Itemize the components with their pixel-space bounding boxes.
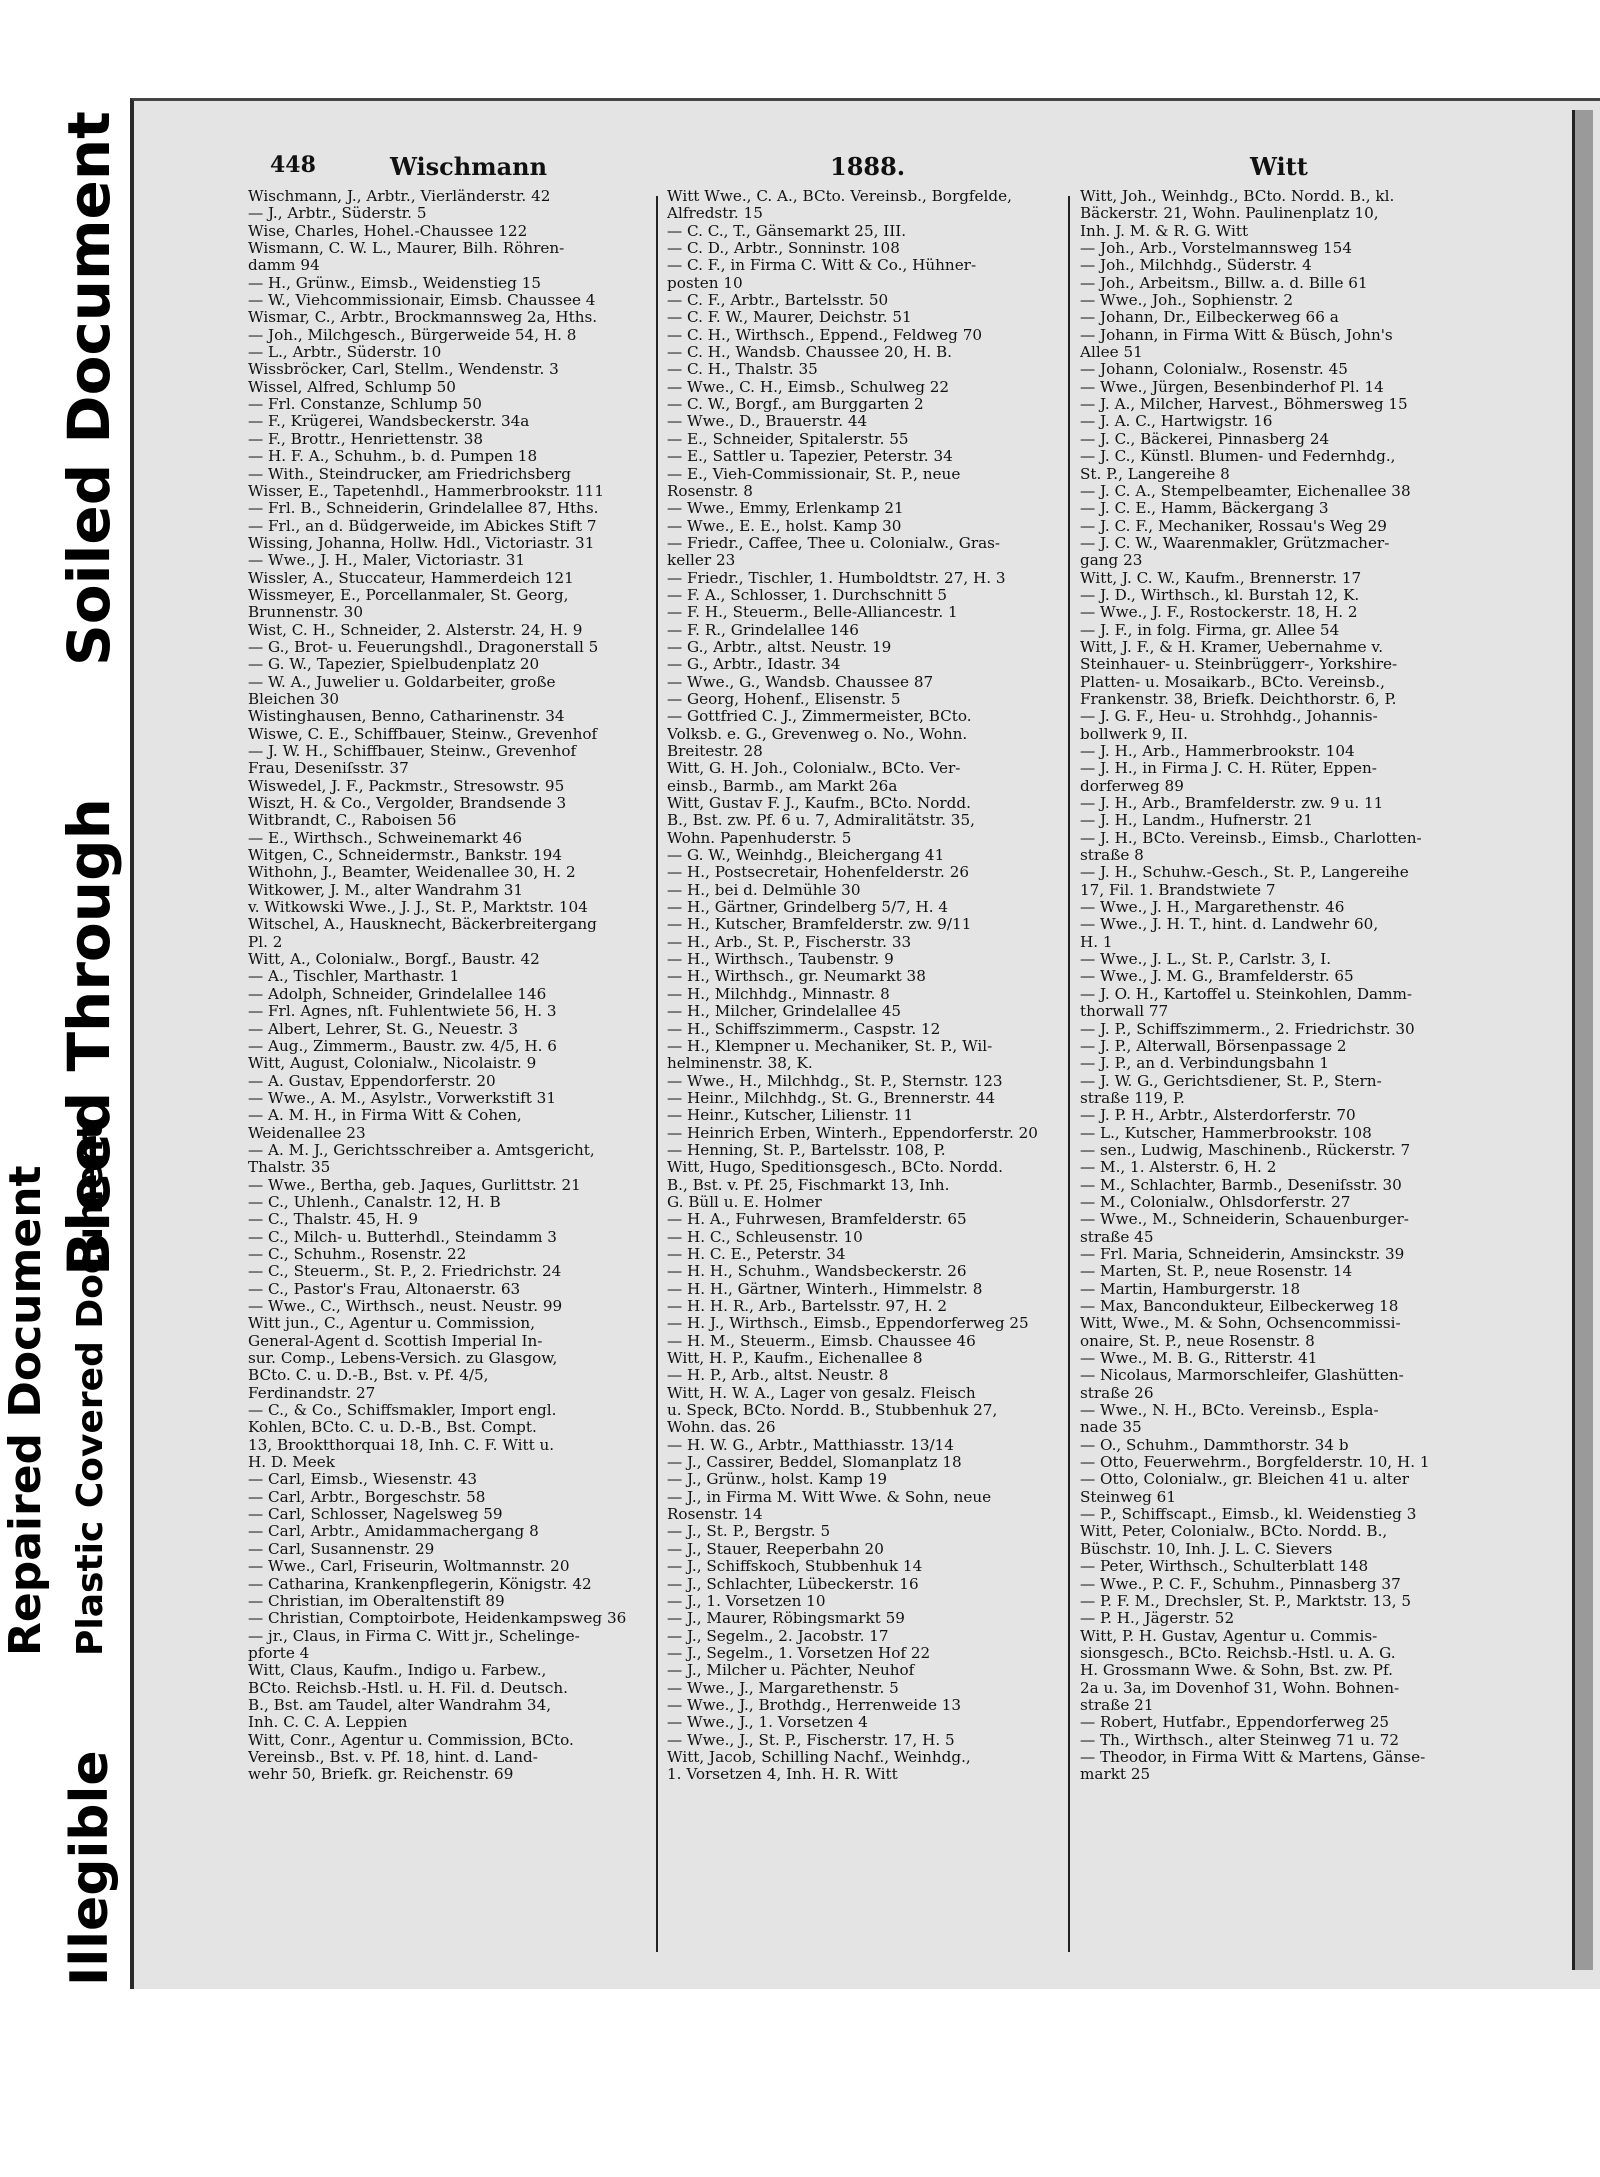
directory-entry-line: — Friedr., Caffee, Thee u. Colonialw., Gras- xyxy=(667,533,1001,552)
directory-entry-line: Bleichen 30 xyxy=(248,689,340,708)
directory-entry-line: — Adolph, Schneider, Grindelallee 146 xyxy=(248,984,547,1003)
directory-entry-line: — P., Schiffscapt., Eimsb., kl. Weidenstieg 3 xyxy=(1080,1505,1417,1524)
directory-entry-line: — H., Arb., St. P., Fischerstr. 33 xyxy=(667,932,912,951)
directory-entry-line: Büschstr. 10, Inh. J. L. C. Sievers xyxy=(1080,1539,1333,1558)
directory-entry-line: — J., St. P., Bergstr. 5 xyxy=(667,1522,831,1541)
directory-entry-line: — J. H., in Firma J. C. H. Rüter, Eppen- xyxy=(1080,759,1377,778)
directory-entry-line: — Albert, Lehrer, St. G., Neuestr. 3 xyxy=(248,1019,519,1038)
directory-entry-line: — Carl, Eimsb., Wiesenstr. 43 xyxy=(248,1470,478,1489)
directory-entry-line: — L., Kutscher, Hammerbrookstr. 108 xyxy=(1080,1123,1372,1142)
directory-entry-line: — Wwe., J., 1. Vorsetzen 4 xyxy=(667,1713,868,1732)
directory-entry-line: B., Bst. v. Pf. 25, Fischmarkt 13, Inh. xyxy=(667,1175,950,1194)
directory-entry-line: — Heinrich Erben, Winterh., Eppendorferstr. 20 xyxy=(667,1123,1038,1142)
directory-entry-line: Wissel, Alfred, Schlump 50 xyxy=(248,377,456,396)
directory-entry-line: Witt, Claus, Kaufm., Indigo u. Farbew., xyxy=(248,1661,547,1680)
directory-entry-line: — J., Stauer, Reeperbahn 20 xyxy=(667,1539,884,1558)
directory-entry-line: Pl. 2 xyxy=(248,932,283,951)
directory-entry-line: — Wwe., J., Brothdg., Herrenweide 13 xyxy=(667,1695,962,1714)
directory-entry-line: 13, Brooktthorquai 18, Inh. C. F. Witt u. xyxy=(248,1435,555,1454)
directory-entry-line: — Nicolaus, Marmorschleifer, Glashütten- xyxy=(1080,1366,1404,1385)
directory-entry-line: — Carl, Arbtr., Amidammachergang 8 xyxy=(248,1522,539,1541)
directory-entry-line: — M., Schlachter, Barmb., Deseniſsstr. 30 xyxy=(1080,1175,1402,1194)
directory-entry-line: keller 23 xyxy=(667,551,736,570)
directory-entry-line: BCto. Reichsb.-Hstl. u. H. Fil. d. Deutsch. xyxy=(248,1678,568,1697)
directory-entry-line: thorwall 77 xyxy=(1080,1002,1169,1021)
directory-entry-line: Inh. C. C. A. Leppien xyxy=(248,1713,408,1732)
directory-entry-line: B., Bst. am Taudel, alter Wandrahm 34, xyxy=(248,1695,552,1714)
directory-entry-line: — F., Krügerei, Wandsbeckerstr. 34a xyxy=(248,412,530,431)
directory-entry-line: Witgen, C., Schneidermstr., Bankstr. 194 xyxy=(248,846,563,865)
directory-entry-line: H. D. Meek xyxy=(248,1453,335,1472)
directory-entry-line: Wiszt, H. & Co., Vergolder, Brandsende 3 xyxy=(248,794,567,813)
directory-entry-line: — Aug., Zimmerm., Baustr. zw. 4/5, H. 6 xyxy=(248,1036,557,1055)
directory-entry-line: — Joh., Milchhdg., Süderstr. 4 xyxy=(1080,256,1312,275)
directory-column-3 xyxy=(1080,188,1478,1784)
directory-entry-line: — Wwe., P. C. F., Schuhm., Pinnasberg 37 xyxy=(1080,1574,1401,1593)
directory-entry-line: — H., Postsecretair, Hohenfelderstr. 26 xyxy=(667,863,970,882)
directory-entry-line: — Wwe., G., Wandsb. Chaussee 87 xyxy=(667,672,934,691)
directory-entry-line: — M., Colonialw., Ohlsdorferstr. 27 xyxy=(1080,1192,1351,1211)
directory-entry-line: Withohn, J., Beamter, Weidenallee 30, H. 2 xyxy=(248,863,576,882)
column-rule xyxy=(656,196,658,1952)
directory-entry-line: Wissmeyer, E., Porcellanmaler, St. Georg, xyxy=(248,585,569,604)
directory-entry-line: — J., Milcher u. Pächter, Neuhof xyxy=(667,1661,915,1680)
stamp-plastic-covered-document: Plastic Covered Document xyxy=(70,1122,111,1656)
directory-entry-line: — Max, Bancondukteur, Eilbeckerweg 18 xyxy=(1080,1297,1399,1315)
directory-entry-line: — Wwe., M. B. G., Ritterstr. 41 xyxy=(1080,1349,1318,1368)
directory-entry-line: — H., Schiffszimmerm., Caspstr. 12 xyxy=(667,1019,941,1038)
directory-entry-line: Witt, Jacob, Schilling Nachf., Weinhdg., xyxy=(667,1747,971,1766)
directory-entry-line: — Wwe., C., Wirthsch., neust. Neustr. 99 xyxy=(248,1297,563,1315)
directory-entry-line: Witt, J. F., & H. Kramer, Uebernahme v. xyxy=(1080,637,1384,656)
directory-entry-line: — Frl. Constanze, Schlump 50 xyxy=(248,395,482,414)
directory-entry-line: — Wwe., Bertha, geb. Jaques, Gurlittstr. 21 xyxy=(248,1175,581,1194)
directory-entry-line: Wist, C. H., Schneider, 2. Alsterstr. 24, H. 9 xyxy=(248,620,583,639)
directory-entry-line: Witkower, J. M., alter Wandrahm 31 xyxy=(248,880,524,899)
directory-entry-line: Witt, Conr., Agentur u. Commission, BCto. xyxy=(248,1730,574,1749)
directory-entry-line: — Wwe., D., Brauerstr. 44 xyxy=(667,412,868,431)
directory-entry-line: G. Büll u. E. Holmer xyxy=(667,1192,822,1211)
directory-entry-line: Vereinsb., Bst. v. Pf. 18, hint. d. Land- xyxy=(248,1747,538,1766)
directory-entry-line: — C., Thalstr. 45, H. 9 xyxy=(248,1210,419,1229)
directory-entry-line: Breitestr. 28 xyxy=(667,742,763,760)
directory-entry-line: Wohn. Papenhuderstr. 5 xyxy=(667,828,852,847)
directory-entry-line: — Friedr., Tischler, 1. Humboldtstr. 27, H. 3 xyxy=(667,568,1006,587)
directory-entry-line: Witt, P. H. Gustav, Agentur u. Commis- xyxy=(1080,1626,1378,1645)
directory-entry-line: straße 21 xyxy=(1080,1695,1154,1714)
directory-entry-line: — A. Gustav, Eppendorferstr. 20 xyxy=(248,1071,496,1090)
directory-entry-line: 2a u. 3a, im Dovenhof 31, Wohn. Bohnen- xyxy=(1080,1678,1400,1697)
directory-entry-line: Wisser, E., Tapetenhdl., Hammerbrookstr. 111 xyxy=(248,481,604,500)
directory-entry-line: — Wwe., J., St. P., Fischerstr. 17, H. 5 xyxy=(667,1730,955,1749)
directory-entry-line: B., Bst. zw. Pf. 6 u. 7, Admiralitätstr. 35, xyxy=(667,811,975,830)
directory-entry-line: Bäckerstr. 21, Wohn. Paulinenplatz 10, xyxy=(1080,204,1379,223)
directory-entry-line: Wissbröcker, Carl, Stellm., Wendenstr. 3 xyxy=(248,360,559,379)
directory-entry-line: Inh. J. M. & R. G. Witt xyxy=(1080,221,1249,240)
directory-entry-line: — C., Pastor's Frau, Altonaerstr. 63 xyxy=(248,1279,521,1298)
directory-entry-line: Platten- u. Mosaikarb., BCto. Vereinsb., xyxy=(1080,672,1385,691)
directory-entry-line: Wismar, C., Arbtr., Brockmannsweg 2a, Hths. xyxy=(248,308,598,327)
directory-entry-line: — Johann, Dr., Eilbeckerweg 66 a xyxy=(1080,308,1339,327)
directory-entry-line: posten 10 xyxy=(667,273,743,292)
directory-entry-line: Wise, Charles, Hohel.-Chaussee 122 xyxy=(248,221,528,240)
directory-entry-line: — J., in Firma M. Witt Wwe. & Sohn, neue xyxy=(667,1487,992,1506)
page-header xyxy=(270,148,1310,188)
column-rule xyxy=(1068,196,1070,1952)
directory-entry-line: u. Speck, BCto. Nordd. B., Stubbenhuk 27, xyxy=(667,1401,998,1420)
directory-entry-line: — H. C. E., Peterstr. 34 xyxy=(667,1244,846,1263)
directory-entry-line: — Frl. Agnes, nſt. Fuhlentwiete 56, H. 3 xyxy=(248,1002,557,1021)
directory-entry-line: — J., Segelm., 2. Jacobstr. 17 xyxy=(667,1626,889,1645)
directory-entry-line: — H., Grünw., Eimsb., Weidenstieg 15 xyxy=(248,273,542,292)
page-edge-shadow xyxy=(1572,110,1593,1970)
directory-entry-line: — Joh., Arb., Vorstelmannsweg 154 xyxy=(1080,239,1353,258)
directory-entry-line: — C. F., in Firma C. Witt & Co., Hühner- xyxy=(667,256,977,275)
directory-entry-line: 1. Vorsetzen 4, Inh. H. R. Witt xyxy=(667,1765,898,1784)
directory-entry-line: — H., Milcher, Grindelallee 45 xyxy=(667,1002,902,1021)
directory-entry-line: v. Witkowski Wwe., J. J., St. P., Marktstr. 104 xyxy=(248,898,588,917)
directory-entry-line: — Carl, Arbtr., Borgeschstr. 58 xyxy=(248,1487,486,1506)
directory-entry-line: Witt, Joh., Weinhdg., BCto. Nordd. B., kl. xyxy=(1080,188,1395,205)
directory-entry-line: — C. C., T., Gänsemarkt 25, III. xyxy=(667,221,907,240)
directory-column-2 xyxy=(667,188,1065,1784)
directory-entry-line: Witt, H. W. A., Lager von gesalz. Fleisch xyxy=(667,1383,976,1402)
directory-entry-line: — J. H., Arb., Bramfelderstr. zw. 9 u. 11 xyxy=(1080,794,1384,813)
directory-entry-line: — J., 1. Vorsetzen 10 xyxy=(667,1591,826,1610)
directory-entry-line: — Carl, Schlosser, Nagelsweg 59 xyxy=(248,1505,503,1524)
directory-entry-line: straße 45 xyxy=(1080,1227,1154,1246)
directory-entry-line: — Otto, Colonialw., gr. Bleichen 41 u. alter xyxy=(1080,1470,1410,1489)
directory-entry-line: — Wwe., J. L., St. P., Carlstr. 3, I. xyxy=(1080,950,1332,969)
directory-entry-line: — Johann, Colonialw., Rosenstr. 45 xyxy=(1080,360,1348,379)
directory-entry-line: — H. J., Wirthsch., Eimsb., Eppendorferweg 25 xyxy=(667,1314,1029,1333)
directory-entry-line: — A. M. H., in Firma Witt & Cohen, xyxy=(248,1106,522,1125)
directory-entry-line: — Theodor, in Firma Witt & Martens, Gänse- xyxy=(1080,1747,1426,1766)
directory-entry-line: — Wwe., C. H., Eimsb., Schulweg 22 xyxy=(667,377,950,396)
directory-entry-line: — A. M. J., Gerichtsschreiber a. Amtsgericht, xyxy=(248,1140,595,1159)
directory-entry-line: — Joh., Arbeitsm., Billw. a. d. Bille 61 xyxy=(1080,273,1368,292)
directory-entry-line: — G. W., Weinhdg., Bleichergang 41 xyxy=(667,846,945,865)
directory-entry-line: pforte 4 xyxy=(248,1643,310,1662)
directory-entry-line: Frankenstr. 38, Briefk. Deichthorstr. 6, P. xyxy=(1080,689,1397,708)
directory-entry-line: Witt, G. H. Joh., Colonialw., BCto. Ver- xyxy=(667,759,961,778)
directory-entry-line: — O., Schuhm., Dammthorstr. 34 b xyxy=(1080,1435,1349,1454)
directory-entry-line: — H. H. R., Arb., Bartelsstr. 97, H. 2 xyxy=(667,1297,948,1315)
directory-entry-line: — C. D., Arbtr., Sonninstr. 108 xyxy=(667,239,900,258)
directory-entry-line: Wiswe, C. E., Schiffbauer, Steinw., Grevenhof xyxy=(248,724,598,743)
directory-entry-line: — J., Schlachter, Lübeckerstr. 16 xyxy=(667,1574,919,1593)
directory-entry-line: — J. H., Arb., Hammerbrookstr. 104 xyxy=(1080,742,1355,760)
directory-entry-line: Wiswedel, J. F., Packmstr., Stresowstr. 95 xyxy=(248,776,565,795)
directory-entry-line: — W. A., Juwelier u. Goldarbeiter, große xyxy=(248,672,556,691)
directory-entry-line: — Wwe., J. H., Maler, Victoriastr. 31 xyxy=(248,551,526,570)
directory-entry-line: — F. H., Steuerm., Belle-Alliancestr. 1 xyxy=(667,603,958,622)
directory-entry-line: — H., Wirthsch., gr. Neumarkt 38 xyxy=(667,967,926,986)
directory-entry-line: Witt, Gustav F. J., Kaufm., BCto. Nordd. xyxy=(667,794,971,813)
directory-entry-line: — G., Arbtr., altst. Neustr. 19 xyxy=(667,637,892,656)
directory-entry-line: sionsgesch., BCto. Reichsb.-Hstl. u. A. G. xyxy=(1080,1643,1396,1662)
directory-entry-line: — L., Arbtr., Süderstr. 10 xyxy=(248,343,442,362)
directory-entry-line: — J., Segelm., 1. Vorsetzen Hof 22 xyxy=(667,1643,931,1662)
directory-entry-line: Frau, Deseniſsstr. 37 xyxy=(248,759,409,778)
directory-entry-line: Weidenallee 23 xyxy=(248,1123,366,1142)
directory-entry-line: — H. M., Steuerm., Eimsb. Chaussee 46 xyxy=(667,1331,976,1350)
directory-entry-line: Witt Wwe., C. A., BCto. Vereinsb., Borgfelde, xyxy=(667,188,1012,205)
directory-entry-line: — J. P. H., Arbtr., Alsterdorferstr. 70 xyxy=(1080,1106,1356,1125)
directory-entry-line: — With., Steindrucker, am Friedrichsberg xyxy=(248,464,571,483)
directory-entry-line: — J. G. F., Heu- u. Strohhdg., Johannis- xyxy=(1080,707,1378,726)
directory-entry-line: — H. A., Fuhrwesen, Bramfelderstr. 65 xyxy=(667,1210,967,1229)
directory-entry-line: — Catharina, Krankenpflegerin, Königstr. 42 xyxy=(248,1574,592,1593)
directory-entry-line: Rosenstr. 14 xyxy=(667,1505,763,1524)
directory-entry-line: — C. H., Wandsb. Chaussee 20, H. B. xyxy=(667,343,952,362)
directory-entry-line: — Wwe., A. M., Asylstr., Vorwerkstift 31 xyxy=(248,1088,556,1107)
stamp-bleed-through: Bleed Through xyxy=(55,798,123,1276)
directory-entry-line: — F. A., Schlosser, 1. Durchschnitt 5 xyxy=(667,585,948,604)
directory-entry-line: — H., Milchhdg., Minnastr. 8 xyxy=(667,984,890,1003)
directory-entry-line: einsb., Barmb., am Markt 26a xyxy=(667,776,898,795)
directory-entry-line: — J. A. C., Hartwigstr. 16 xyxy=(1080,412,1273,431)
directory-entry-line: — Joh., Milchgesch., Bürgerweide 54, H. 8 xyxy=(248,325,577,344)
directory-entry-line: Witbrandt, C., Raboisen 56 xyxy=(248,811,457,830)
directory-entry-line: St. P., Langereihe 8 xyxy=(1080,464,1230,483)
year-heading: 1888. xyxy=(830,152,906,181)
left-running-head: Wischmann xyxy=(390,152,548,181)
directory-entry-line: onaire, St. P., neue Rosenstr. 8 xyxy=(1080,1331,1315,1350)
directory-entry-line: Witt, August, Colonialw., Nicolaistr. 9 xyxy=(248,1054,537,1073)
directory-entry-line: Steinhauer- u. Steinbrüggerr-, Yorkshire- xyxy=(1080,655,1398,674)
directory-entry-line: — M., 1. Alsterstr. 6, H. 2 xyxy=(1080,1158,1277,1177)
directory-entry-line: — Wwe., N. H., BCto. Vereinsb., Espla- xyxy=(1080,1401,1379,1420)
directory-entry-line: — G. W., Tapezier, Spielbudenplatz 20 xyxy=(248,655,540,674)
directory-entry-line: Rosenstr. 8 xyxy=(667,481,753,500)
directory-entry-line: — Heinr., Milchhdg., St. G., Brennerstr. 44 xyxy=(667,1088,996,1107)
directory-entry-line: — J. C. F., Mechaniker, Rossau's Weg 29 xyxy=(1080,516,1387,535)
directory-entry-line: — Frl. B., Schneiderin, Grindelallee 87, Hths. xyxy=(248,499,599,518)
directory-entry-line: — J. P., an d. Verbindungsbahn 1 xyxy=(1080,1054,1330,1073)
directory-entry-line: — H., bei d. Delmühle 30 xyxy=(667,880,861,899)
directory-entry-line: — H., Gärtner, Grindelberg 5/7, H. 4 xyxy=(667,898,949,917)
directory-entry-line: wehr 50, Briefk. gr. Reichenstr. 69 xyxy=(248,1765,514,1784)
right-running-head: Witt xyxy=(1250,152,1308,181)
directory-entry-line: — J. C. A., Stempelbeamter, Eichenallee 38 xyxy=(1080,481,1411,500)
directory-entry-line: — C. H., Thalstr. 35 xyxy=(667,360,818,379)
directory-column-1 xyxy=(248,188,646,1784)
directory-entry-line: — Gottfried C. J., Zimmermeister, BCto. xyxy=(667,707,972,726)
directory-entry-line: — jr., Claus, in Firma C. Witt jr., Schelinge- xyxy=(248,1626,580,1645)
directory-entry-line: — H. H., Gärtner, Winterh., Himmelstr. 8 xyxy=(667,1279,983,1298)
directory-entry-line: — Otto, Feuerwehrm., Borgfelderstr. 10, H. 1 xyxy=(1080,1453,1430,1472)
directory-entry-line: Allee 51 xyxy=(1080,343,1143,362)
directory-entry-line: — J. P., Schiffszimmerm., 2. Friedrichstr. 30 xyxy=(1080,1019,1415,1038)
directory-entry-line: Brunnenstr. 30 xyxy=(248,603,364,622)
directory-entry-line: — J. C., Bäckerei, Pinnasberg 24 xyxy=(1080,429,1330,448)
stamp-illegible: Illegible xyxy=(60,1750,120,1986)
directory-entry-line: — W., Viehcommissionair, Eimsb. Chaussee 4 xyxy=(248,291,596,310)
directory-entry-line: — J. H., Landm., Hufnerstr. 21 xyxy=(1080,811,1313,830)
stamp-repaired-document: Repaired Document xyxy=(0,1165,51,1656)
directory-entry-line: — J., Cassirer, Beddel, Slomanplatz 18 xyxy=(667,1453,962,1472)
directory-entry-line: — H. F. A., Schuhm., b. d. Pumpen 18 xyxy=(248,447,538,466)
directory-entry-line: — C., & Co., Schiffsmakler, Import engl. xyxy=(248,1401,557,1420)
directory-entry-line: — Wwe., Emmy, Erlenkamp 21 xyxy=(667,499,904,518)
directory-entry-line: — J., Grünw., holst. Kamp 19 xyxy=(667,1470,888,1489)
directory-entry-line: — Martin, Hamburgerstr. 18 xyxy=(1080,1279,1301,1298)
directory-entry-line: — J., Arbtr., Süderstr. 5 xyxy=(248,204,427,223)
directory-entry-line: — G., Arbtr., Idastr. 34 xyxy=(667,655,841,674)
directory-entry-line: — C., Uhlenh., Canalstr. 12, H. B xyxy=(248,1192,501,1211)
directory-entry-line: 17, Fil. 1. Brandstwiete 7 xyxy=(1080,880,1276,899)
directory-entry-line: H. 1 xyxy=(1080,932,1113,951)
directory-entry-line: Alfredstr. 15 xyxy=(667,204,763,223)
stamp-soiled-document: Soiled Document xyxy=(55,111,123,666)
directory-entry-line: — Wwe., J. M. G., Bramfelderstr. 65 xyxy=(1080,967,1354,986)
archival-stamp-strip xyxy=(0,98,125,1986)
directory-entry-line: Witschel, A., Hausknecht, Bäckerbreitergang xyxy=(248,915,597,934)
directory-entry-line: — A., Tischler, Marthastr. 1 xyxy=(248,967,460,986)
directory-entry-line: — C. F. W., Maurer, Deichstr. 51 xyxy=(667,308,912,327)
directory-entry-line: — E., Sattler u. Tapezier, Peterstr. 34 xyxy=(667,447,953,466)
directory-entry-line: — Henning, St. P., Bartelsstr. 108, P. xyxy=(667,1140,946,1159)
directory-entry-line: — H. H., Schuhm., Wandsbeckerstr. 26 xyxy=(667,1262,967,1281)
directory-entry-line: — J., Maurer, Röbingsmarkt 59 xyxy=(667,1609,905,1628)
directory-entry-line: — J. C., Künstl. Blumen- und Federnhdg., xyxy=(1080,447,1396,466)
directory-entry-line: — C. W., Borgf., am Burggarten 2 xyxy=(667,395,924,414)
directory-entry-line: — J. P., Alterwall, Börsenpassage 2 xyxy=(1080,1036,1347,1055)
directory-entry-line: — J. C. E., Hamm, Bäckergang 3 xyxy=(1080,499,1329,518)
directory-entry-line: — Wwe., H., Milchhdg., St. P., Sternstr. 123 xyxy=(667,1071,1003,1090)
directory-entry-line: — Robert, Hutfabr., Eppendorferweg 25 xyxy=(1080,1713,1390,1732)
directory-entry-line: — J. H., BCto. Vereinsb., Eimsb., Charlotten- xyxy=(1080,828,1422,847)
directory-entry-line: — Georg, Hohenf., Elisenstr. 5 xyxy=(667,689,901,708)
directory-entry-line: — Wwe., J. H., Margarethenstr. 46 xyxy=(1080,898,1345,917)
directory-entry-line: — J. C. W., Waarenmakler, Grützmacher- xyxy=(1080,533,1390,552)
directory-entry-line: — C., Schuhm., Rosenstr. 22 xyxy=(248,1244,467,1263)
directory-entry-line: — Christian, im Oberaltenstift 89 xyxy=(248,1591,505,1610)
directory-entry-line: — Peter, Wirthsch., Schulterblatt 148 xyxy=(1080,1557,1369,1576)
directory-entry-line: — H., Wirthsch., Taubenstr. 9 xyxy=(667,950,894,969)
directory-entry-line: straße 119, P. xyxy=(1080,1088,1185,1107)
directory-entry-line: — Wwe., Joh., Sophienstr. 2 xyxy=(1080,291,1294,310)
directory-entry-line: — F., Brottr., Henriettenstr. 38 xyxy=(248,429,484,448)
directory-entry-line: — Heinr., Kutscher, Lilienstr. 11 xyxy=(667,1106,914,1125)
directory-entry-line: dorferweg 89 xyxy=(1080,776,1184,795)
directory-entry-line: General-Agent d. Scottish Imperial In- xyxy=(248,1331,543,1350)
page-number: 448 xyxy=(270,152,316,178)
directory-entry-line: — Carl, Susannenstr. 29 xyxy=(248,1539,435,1558)
directory-entry-line: Witt, J. C. W., Kaufm., Brennerstr. 17 xyxy=(1080,568,1362,587)
directory-entry-line: — J. D., Wirthsch., kl. Burstah 12, K. xyxy=(1080,585,1360,604)
directory-entry-line: Wissler, A., Stuccateur, Hammerdeich 121 xyxy=(248,568,574,587)
directory-entry-line: — H., Kutscher, Bramfelderstr. zw. 9/11 xyxy=(667,915,972,934)
directory-entry-line: — J. H., Schuhw.-Gesch., St. P., Langereihe xyxy=(1080,863,1409,882)
directory-entry-line: sur. Comp., Lebens-Versich. zu Glasgow, xyxy=(248,1349,558,1368)
directory-entry-line: Wistinghausen, Benno, Catharinenstr. 34 xyxy=(248,707,565,726)
directory-entry-line: — J. W. H., Schiffbauer, Steinw., Grevenhof xyxy=(248,742,577,760)
directory-entry-line: — H. P., Arb., altst. Neustr. 8 xyxy=(667,1366,889,1385)
directory-entry-line: H. Grossmann Wwe. & Sohn, Bst. zw. Pf. xyxy=(1080,1661,1393,1680)
directory-entry-line: — J. W. G., Gerichtsdiener, St. P., Stern- xyxy=(1080,1071,1382,1090)
directory-entry-line: — Wwe., J., Margarethenstr. 5 xyxy=(667,1678,899,1697)
directory-entry-line: Steinweg 61 xyxy=(1080,1487,1176,1506)
directory-entry-line: — Th., Wirthsch., alter Steinweg 71 u. 72 xyxy=(1080,1730,1399,1749)
directory-entry-line: Wischmann, J., Arbtr., Vierländerstr. 42 xyxy=(248,188,551,205)
directory-entry-line: — Frl., an d. Büdgerweide, im Abickes Stift 7 xyxy=(248,516,597,535)
directory-entry-line: — J., Schiffskoch, Stubbenhuk 14 xyxy=(667,1557,923,1576)
directory-entry-line: — J. O. H., Kartoffel u. Steinkohlen, Damm- xyxy=(1080,984,1413,1003)
directory-entry-line: BCto. C. u. D.-B., Bst. v. Pf. 4/5, xyxy=(248,1366,489,1385)
directory-entry-line: — Frl. Maria, Schneiderin, Amsinckstr. 39 xyxy=(1080,1244,1405,1263)
directory-entry-line: gang 23 xyxy=(1080,551,1143,570)
directory-entry-line: Witt, H. P., Kaufm., Eichenallee 8 xyxy=(667,1349,923,1368)
directory-entry-line: Wissing, Johanna, Hollw. Hdl., Victoriastr. 31 xyxy=(248,533,595,552)
directory-entry-line: — sen., Ludwig, Maschinenb., Rückerstr. 7 xyxy=(1080,1140,1411,1159)
directory-entry-line: — J. A., Milcher, Harvest., Böhmersweg 15 xyxy=(1080,395,1408,414)
directory-entry-line: markt 25 xyxy=(1080,1765,1151,1784)
directory-entry-line: Witt, Peter, Colonialw., BCto. Nordd. B., xyxy=(1080,1522,1388,1541)
directory-entry-line: Volksb. e. G., Grevenweg o. No., Wohn. xyxy=(667,724,968,743)
directory-entry-line: — Wwe., E. E., holst. Kamp 30 xyxy=(667,516,902,535)
directory-entry-line: — Wwe., M., Schneiderin, Schauenburger- xyxy=(1080,1210,1409,1229)
directory-entry-line: — Wwe., J. H. T., hint. d. Landwehr 60, xyxy=(1080,915,1379,934)
directory-entry-line: — Wwe., J. F., Rostockerstr. 18, H. 2 xyxy=(1080,603,1358,622)
directory-entry-line: — C., Steuerm., St. P., 2. Friedrichstr. 24 xyxy=(248,1262,562,1281)
directory-entry-line: Witt jun., C., Agentur u. Commission, xyxy=(248,1314,536,1333)
directory-entry-line: damm 94 xyxy=(248,256,320,275)
directory-entry-line: helminenstr. 38, K. xyxy=(667,1054,813,1073)
directory-entry-line: Wismann, C. W. L., Maurer, Bilh. Röhren- xyxy=(248,239,565,258)
directory-entry-line: nade 35 xyxy=(1080,1418,1142,1437)
directory-entry-line: — C. F., Arbtr., Bartelsstr. 50 xyxy=(667,291,889,310)
directory-entry-line: — C., Milch- u. Butterhdl., Steindamm 3 xyxy=(248,1227,557,1246)
directory-entry-line: Ferdinandstr. 27 xyxy=(248,1383,376,1402)
directory-entry-line: straße 26 xyxy=(1080,1383,1154,1402)
directory-entry-line: — E., Vieh-Commissionair, St. P., neue xyxy=(667,464,961,483)
directory-entry-line: Wohn. das. 26 xyxy=(667,1418,776,1437)
directory-entry-line: — P. F. M., Drechsler, St. P., Marktstr. 13, 5 xyxy=(1080,1591,1412,1610)
directory-entry-line: — J. F., in folg. Firma, gr. Allee 54 xyxy=(1080,620,1340,639)
directory-entry-line: — Johann, in Firma Witt & Büsch, John's xyxy=(1080,325,1393,344)
directory-entry-line: — F. R., Grindelallee 146 xyxy=(667,620,859,639)
directory-entry-line: Kohlen, BCto. C. u. D.-B., Bst. Compt. xyxy=(248,1418,537,1437)
directory-entry-line: — H. W. G., Arbtr., Matthiasstr. 13/14 xyxy=(667,1435,954,1454)
directory-entry-line: — E., Wirthsch., Schweinemarkt 46 xyxy=(248,828,522,847)
directory-entry-line: — Wwe., Jürgen, Besenbinderhof Pl. 14 xyxy=(1080,377,1384,396)
directory-entry-line: — E., Schneider, Spitalerstr. 55 xyxy=(667,429,909,448)
directory-entry-line: — H. C., Schleusenstr. 10 xyxy=(667,1227,863,1246)
directory-entry-line: Witt, Wwe., M. & Sohn, Ochsencommissi- xyxy=(1080,1314,1401,1333)
directory-entry-line: — C. H., Wirthsch., Eppend., Feldweg 70 xyxy=(667,325,983,344)
directory-entry-line: Witt, Hugo, Speditionsgesch., BCto. Nordd. xyxy=(667,1158,1003,1177)
directory-entry-line: bollwerk 9, II. xyxy=(1080,724,1189,743)
directory-entry-line: Thalstr. 35 xyxy=(248,1158,331,1177)
directory-entry-line: straße 8 xyxy=(1080,846,1144,865)
directory-entry-line: — Wwe., Carl, Friseurin, Woltmannstr. 20 xyxy=(248,1557,570,1576)
directory-entry-line: Witt, A., Colonialw., Borgf., Baustr. 42 xyxy=(248,950,540,969)
directory-entry-line: — Christian, Comptoirbote, Heidenkampsweg 36 xyxy=(248,1609,627,1628)
directory-entry-line: — H., Klempner u. Mechaniker, St. P., Wil- xyxy=(667,1036,993,1055)
directory-entry-line: — G., Brot- u. Feuerungshdl., Dragonerstall 5 xyxy=(248,637,599,656)
directory-entry-line: — Marten, St. P., neue Rosenstr. 14 xyxy=(1080,1262,1353,1281)
directory-entry-line: — P. H., Jägerstr. 52 xyxy=(1080,1609,1235,1628)
